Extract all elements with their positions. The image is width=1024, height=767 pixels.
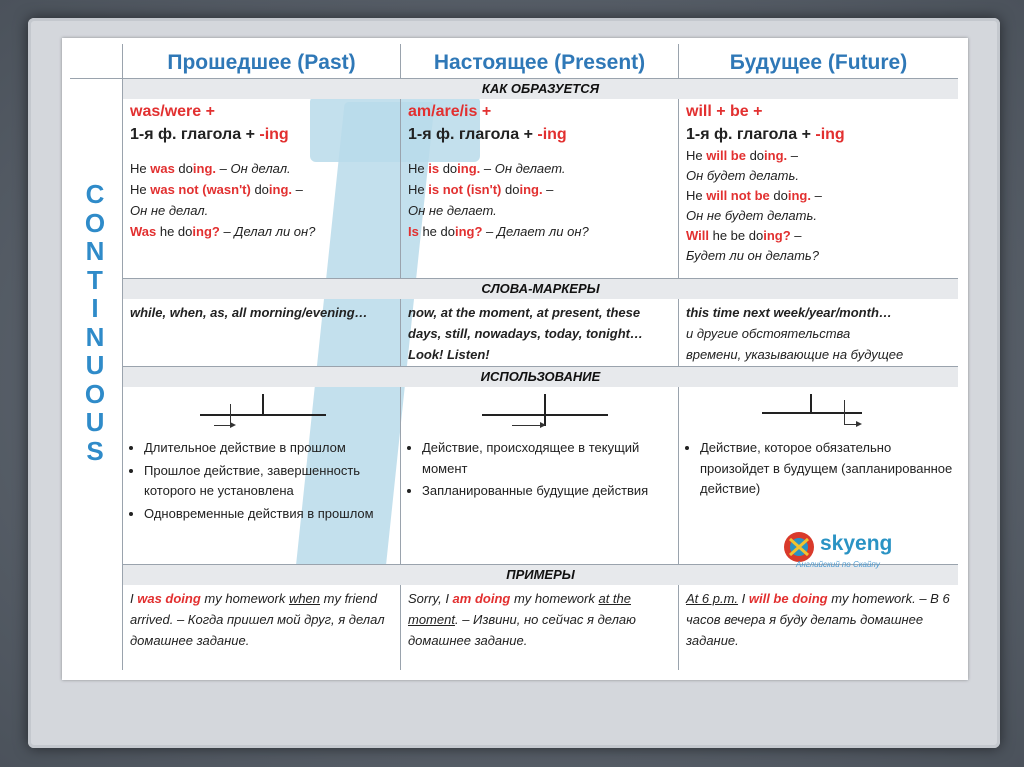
past-negative: He was not (wasn't) doing. –	[130, 182, 303, 197]
markers-present: now, at the moment, at present, these days, still, nowadays, today, tonight… Look! Listen!	[408, 305, 643, 362]
list-item: • Запланированные будущие действия	[422, 481, 673, 502]
section-formation: КАК ОБРАЗУЕТСЯ	[123, 79, 958, 99]
section-examples: ПРИМЕРЫ	[123, 565, 958, 585]
present-negative: He is not (isn't) doing. –	[408, 182, 554, 197]
continuous-label-column	[70, 44, 122, 670]
timeline-past	[200, 394, 330, 430]
header-past: Прошедшее (Past)	[167, 51, 356, 74]
past-question: Was he doing? – Делал ли он?	[130, 224, 316, 239]
section-usage: ИСПОЛЬЗОВАНИЕ	[123, 367, 958, 387]
formation-future: will + be + 1-я ф. глагола + -ing He will be doing. – Он будет делать. He will not be doing. – Он не будет делать. Will he be doing? – Будет ли он делать?	[686, 100, 954, 266]
timeline-future	[762, 394, 892, 430]
usage-past	[130, 438, 398, 526]
skyeng-logo-icon	[782, 530, 816, 564]
grammar-table	[70, 44, 958, 670]
present-affirmative: He is doing. – Он делает.	[408, 161, 566, 176]
usage-future	[686, 438, 954, 502]
list-item: • Действие, которое обязательно произойдет в будущем (запланированное действие)	[700, 438, 954, 500]
future-negative: He will not be doing. –	[686, 188, 822, 203]
future-affirmative: He will be doing. –	[686, 148, 798, 163]
past-affirmative: He was doing. – Он делал.	[130, 161, 291, 176]
header-future: Будущее (Future)	[729, 51, 908, 74]
usage-present	[408, 438, 673, 504]
section-markers: СЛОВА-МАРКЕРЫ	[123, 279, 958, 299]
markers-future: this time next week/year/month… и другие обстоятельства времени, указывающие на будущее	[686, 305, 904, 362]
continuous-label: C O N T I N U O U S	[84, 179, 106, 466]
markers-past: while, when, as, all morning/evening…	[130, 305, 368, 320]
grammar-card	[62, 38, 968, 680]
example-past: I was doing my homework when my friend arrived. – Когда пришел мой друг, я делал домашнее задание.	[130, 591, 385, 648]
example-future: At 6 p.m. I will be doing my homework. – В 6 часов вечера я буду делать домашнее задание.	[686, 591, 950, 648]
list-item: • Длительное действие в прошлом	[144, 438, 398, 459]
present-question: Is he doing? – Делает ли он?	[408, 224, 589, 239]
formation-present: am/are/is + 1-я ф. глагола + -ing He is doing. – Он делает. He is not (isn't) doing. – Он не делает. Is he doing? – Делает ли он?	[408, 100, 673, 242]
list-item: • Действие, происходящее в текущий момент	[422, 438, 673, 479]
future-question: Will he be doing? –	[686, 228, 802, 243]
list-item: • Прошлое действие, завершенность которого не установлена	[144, 461, 398, 502]
formation-past: was/were + 1-я ф. глагола + -ing He was doing. – Он делал. He was not (wasn't) doing. – Он не делал. Was he doing? – Делал ли он?	[130, 100, 395, 242]
list-item: • Одновременные действия в прошлом	[144, 504, 398, 525]
timeline-present	[482, 394, 612, 430]
example-present: Sorry, I am doing my homework at the moment. – Извини, но сейчас я делаю домашнее задание.	[408, 591, 636, 648]
header-present: Настоящее (Present)	[433, 51, 646, 74]
skyeng-logo: skyeng Английский по Скайпу	[782, 524, 952, 574]
